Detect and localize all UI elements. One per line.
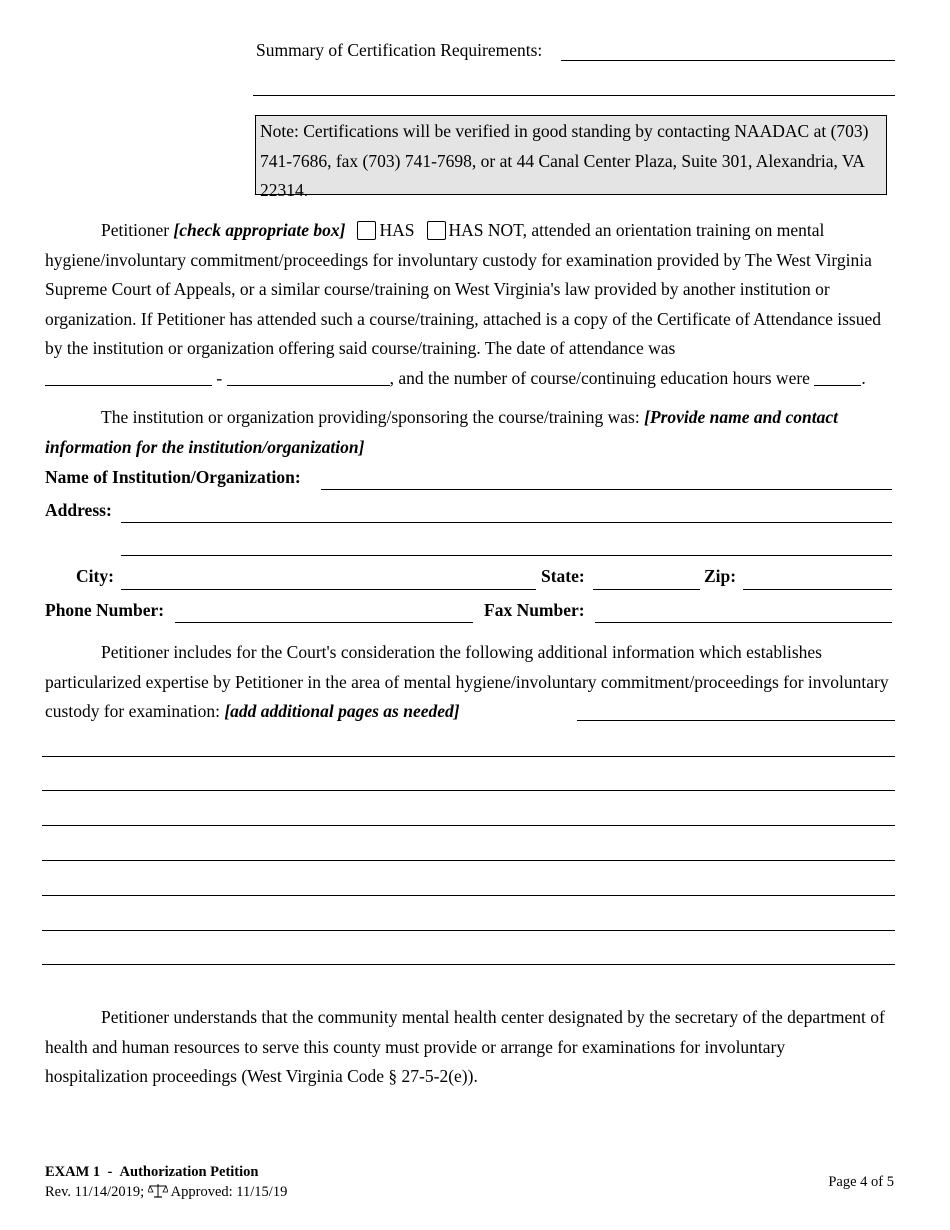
- address-field-2[interactable]: [121, 555, 892, 556]
- form-identifier: [45, 1164, 258, 1181]
- additional-info-line-3[interactable]: [42, 790, 895, 791]
- additional-info-line-2[interactable]: [42, 756, 895, 757]
- has-checkbox[interactable]: [357, 221, 376, 240]
- institution-name-label: Name of Institution/Organization:: [45, 467, 301, 487]
- understanding-text: Petitioner understands that the community mental health center designated by the secretary of the department of health and human resources to serve this county must provide or arrange for examinations for involuntary hospitalization proceedings (West Virginia Code § 27-5-2(e)).: [45, 1007, 885, 1086]
- institution-intro: The institution or organization providing/sponsoring the course/training was:: [101, 407, 640, 427]
- form-title: Authorization Petition: [119, 1164, 259, 1180]
- additional-info-text: Petitioner includes for the Court's consideration the following additional information which establishes particularized expertise by Petitioner in the area of mental hygiene/involuntary commitment/proceedings for involuntary custody for examination:: [45, 642, 889, 721]
- fax-field[interactable]: [595, 622, 892, 623]
- institution-paragraph: [45, 403, 890, 462]
- institution-name-field[interactable]: [321, 489, 892, 490]
- has-label: HAS: [379, 220, 415, 240]
- date-dash: -: [216, 367, 223, 388]
- revision-date: Rev. 11/14/2019;: [45, 1184, 145, 1200]
- form-separator: -: [107, 1164, 113, 1180]
- page-number: Page 4 of 5: [828, 1174, 894, 1190]
- fax-label: Fax Number:: [484, 600, 585, 620]
- additional-info-line-8[interactable]: [42, 964, 895, 965]
- naadac-note: Note: Certifications will be verified in good standing by contacting NAADAC at (703) 741-7686, fax (703) 741-7698, or at 44 Canal Center Plaza, Suite 301, Alexandria, VA 22314.: [255, 115, 887, 195]
- address-label: Address:: [45, 500, 112, 520]
- revision-line: [45, 1183, 287, 1204]
- additional-info-line-4[interactable]: [42, 825, 895, 826]
- orientation-body: , attended an orientation training on mental hygiene/involuntary commitment/proceedings for involuntary custody for examination provided by The West Virginia Supreme Court of Appeals, or a similar course/training on West Virginia's law provided by another institution or organization. If Petitioner has attended such a course/training, attached is a copy of the Certificate of Attendance issued by the institution or organization offering said course/training. The date of attendance was: [45, 220, 881, 358]
- zip-field[interactable]: [743, 589, 892, 590]
- understanding-paragraph: [45, 1003, 890, 1092]
- petitioner-lead: Petitioner: [101, 220, 170, 240]
- summary-line-2[interactable]: [253, 95, 895, 96]
- approved-date: Approved: 11/15/19: [170, 1184, 288, 1200]
- has-not-checkbox[interactable]: [427, 221, 446, 240]
- additional-pages-instruction: [add additional pages as needed]: [224, 701, 460, 721]
- address-field-1[interactable]: [121, 522, 892, 523]
- summary-label: Summary of Certification Requirements:: [256, 40, 543, 60]
- hours-text: , and the number of course/continuing education hours were: [389, 367, 810, 388]
- has-not-label: HAS NOT: [448, 220, 523, 240]
- phone-field[interactable]: [175, 622, 473, 623]
- phone-label: Phone Number:: [45, 600, 165, 620]
- additional-info-line-7[interactable]: [42, 930, 895, 931]
- orientation-paragraph: [45, 216, 890, 393]
- sentence-end: .: [861, 367, 866, 388]
- summary-line-1[interactable]: [561, 60, 895, 61]
- zip-label: Zip:: [704, 566, 737, 586]
- additional-info-line-6[interactable]: [42, 895, 895, 896]
- additional-info-line-5[interactable]: [42, 860, 895, 861]
- state-field[interactable]: [593, 589, 700, 590]
- city-field[interactable]: [121, 589, 536, 590]
- hours-field[interactable]: [814, 367, 861, 386]
- additional-info-line-1[interactable]: [577, 720, 895, 721]
- state-label: State:: [541, 566, 585, 586]
- check-box-instruction: [check appropriate box]: [173, 220, 346, 240]
- attendance-end-date-field[interactable]: [227, 367, 390, 386]
- form-id: EXAM 1: [45, 1164, 101, 1180]
- city-label: City:: [76, 566, 114, 586]
- attendance-start-date-field[interactable]: [45, 367, 212, 386]
- scales-of-justice-icon: [148, 1183, 168, 1204]
- institution-instruction: [Provide name and contact information for the institution/organization]: [45, 407, 839, 457]
- additional-info-paragraph: [45, 638, 890, 727]
